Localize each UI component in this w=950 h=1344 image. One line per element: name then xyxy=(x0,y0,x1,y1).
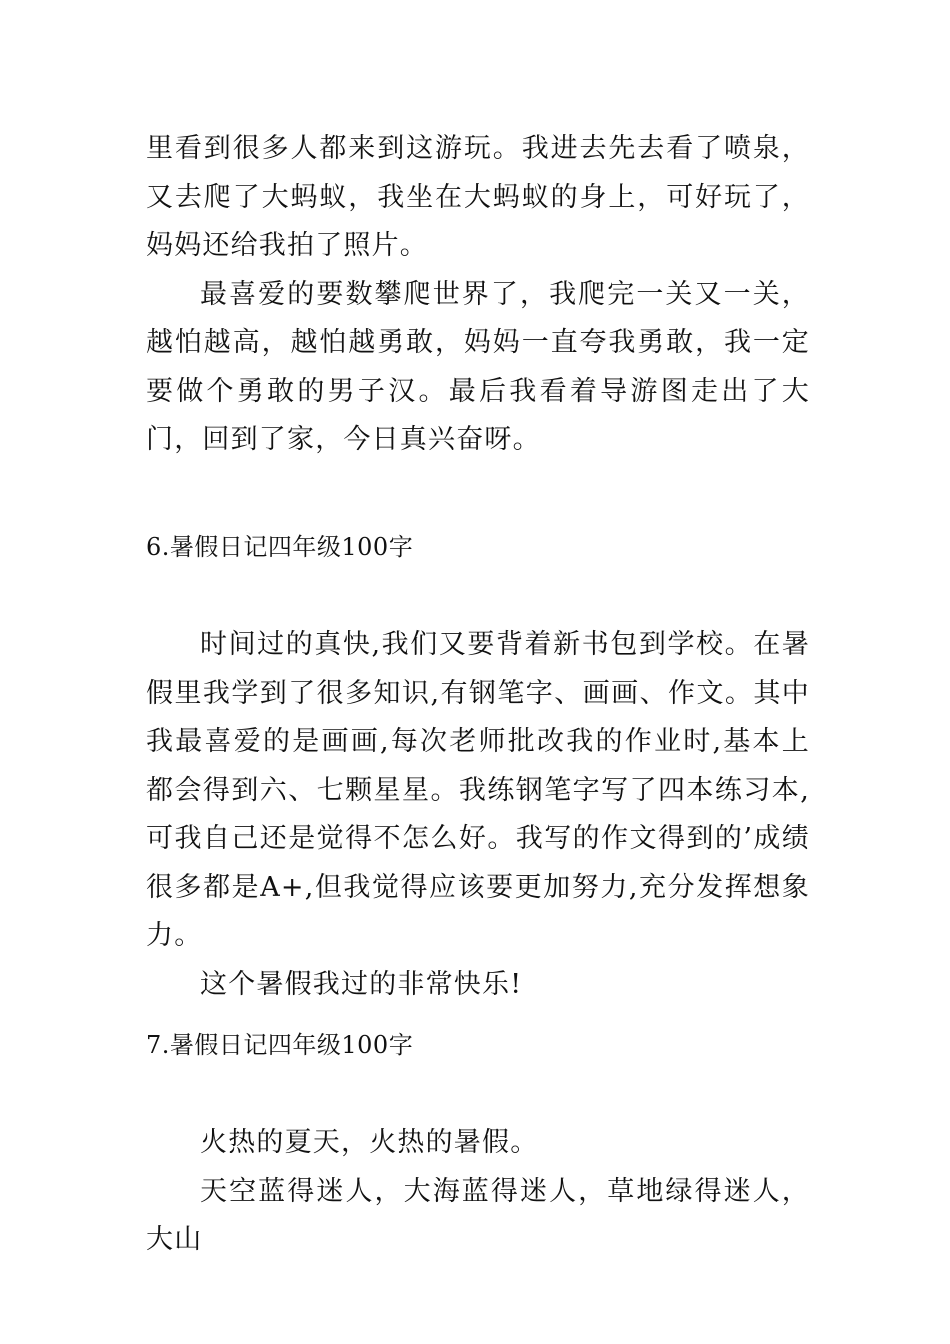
section-7-paragraph-2: 天空蓝得迷人，大海蓝得迷人，草地绿得迷人，大山 xyxy=(146,1175,810,1255)
section-7-paragraph-1: 火热的夏天，火热的暑假。 xyxy=(200,1127,539,1158)
continued-paragraph: 里看到很多人都来到这游玩。我进去先去看了喷泉，又去爬了大蚂蚁，我坐在大蚂蚁的身上，可好玩了，妈妈还给我拍了照片。 xyxy=(146,133,810,261)
section-6-paragraph-1: 时间过的真快,我们又要背着新书包到学校。在暑假里我学到了很多知识,有钢笔字、画画、作文。其中我最喜爱的是画画,每次老师批改我的作业时,基本上都会得到六、七颗星星。我练钢笔字写了四本练习本,可我自己还是觉得不怎么好。我写的作文得到的’成绩很多都是A+,但我觉得应该要更加努力,充分发挥想象力。 xyxy=(146,629,810,951)
paragraph-climbing-world: 最喜爱的要数攀爬世界了，我爬完一关又一关，越怕越高，越怕越勇敢，妈妈一直夸我勇敢，我一定要做个勇敢的男子汉。最后我看着导游图走出了大门，回到了家，今日真兴奋呀。 xyxy=(146,278,810,455)
section-7-heading: 7.暑假日记四年级100字 xyxy=(146,1031,414,1059)
section-7-body xyxy=(146,1119,810,1265)
section-7-heading-block xyxy=(146,1025,810,1065)
body-text-block-1 xyxy=(146,125,810,465)
section-6-heading: 6.暑假日记四年级100字 xyxy=(146,533,414,561)
section-6-paragraph-2: 这个暑假我过的非常快乐! xyxy=(200,968,523,1000)
section-6-heading-block xyxy=(146,527,810,567)
section-6-body xyxy=(146,621,810,1009)
